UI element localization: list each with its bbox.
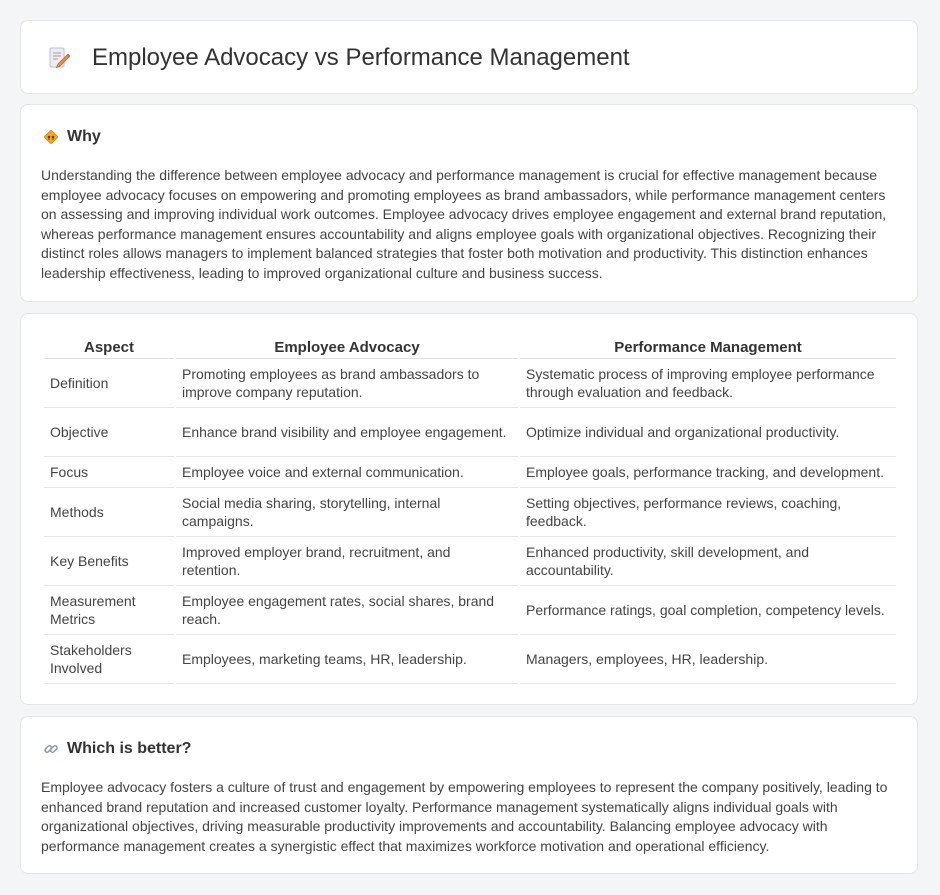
table-row: [44, 457, 896, 488]
why-text: Understanding the difference between employee advocacy and performance management is crucial for effective management because employee advocacy focuses on empowering and promoting employees as brand ambassadors, while performance management centers on assessing and improving individual work outcomes. Employee advocacy drives employee engagement and external brand reputation, whereas performance management ensures accountability and aligns employee goals with organizational objectives. Recognizing their distinct roles allows managers to implement balanced strategies that foster both motivation and productivity. This distinction enhances leadership effectiveness, leading to improved organizational culture and business success.: [41, 167, 887, 281]
advocacy-cell: Improved employer brand, recruitment, and retention.: [176, 537, 518, 586]
table-row: [44, 537, 896, 586]
table-row: [44, 488, 896, 537]
why-heading: [43, 127, 101, 147]
aspect-cell: Focus: [44, 457, 174, 488]
aspect-cell: Measurement Metrics: [44, 586, 174, 635]
performance-cell: Managers, employees, HR, leadership.: [520, 635, 896, 684]
header-aspect: Aspect: [44, 334, 174, 359]
which-is-better-section: [20, 716, 918, 874]
advocacy-cell: Employee voice and external communication.: [176, 457, 518, 488]
performance-cell: Setting objectives, performance reviews, coaching, feedback.: [520, 488, 896, 537]
why-section: [20, 104, 918, 302]
page-title: Employee Advocacy vs Performance Management: [92, 44, 630, 71]
title-card: [20, 20, 918, 94]
advocacy-cell: Employee engagement rates, social shares, brand reach.: [176, 586, 518, 635]
why-title: Why: [67, 128, 101, 145]
pencil-document-icon: [47, 46, 71, 70]
table-row: [44, 635, 896, 684]
performance-cell: Employee goals, performance tracking, and development.: [520, 457, 896, 488]
performance-cell: Systematic process of improving employee performance through evaluation and feedback.: [520, 359, 896, 408]
link-icon: [43, 741, 59, 757]
advocacy-cell: Employees, marketing teams, HR, leadership.: [176, 635, 518, 684]
table-row: [44, 408, 896, 457]
aspect-cell: Key Benefits: [44, 537, 174, 586]
header-employee-advocacy: Employee Advocacy: [176, 334, 518, 359]
aspect-cell: Stakeholders Involved: [44, 635, 174, 684]
table-header-row: [44, 334, 896, 359]
header-performance-management: Performance Management: [520, 334, 896, 359]
aspect-cell: Definition: [44, 359, 174, 408]
comparison-table: [42, 334, 898, 684]
table-row: [44, 586, 896, 635]
better-heading: [43, 739, 191, 759]
advocacy-cell: Enhance brand visibility and employee engagement.: [176, 408, 518, 457]
performance-cell: Performance ratings, goal completion, competency levels.: [520, 586, 896, 635]
table-row: [44, 359, 896, 408]
aspect-cell: Methods: [44, 488, 174, 537]
advocacy-cell: Promoting employees as brand ambassadors to improve company reputation.: [176, 359, 518, 408]
diamond-sign-icon: [43, 129, 59, 145]
performance-cell: Enhanced productivity, skill development, and accountability.: [520, 537, 896, 586]
aspect-cell: Objective: [44, 408, 174, 457]
better-text: Employee advocacy fosters a culture of trust and engagement by empowering employees to represent the company positively, leading to enhanced brand reputation and increased customer loyalty. Performance management systematically aligns individual goals with organizational objectives, driving measurable productivity improvements and accountability. Balancing employee advocacy with performance management creates a synergistic effect that maximizes workforce motivation and operational efficiency.: [41, 779, 888, 854]
advocacy-cell: Social media sharing, storytelling, internal campaigns.: [176, 488, 518, 537]
performance-cell: Optimize individual and organizational productivity.: [520, 408, 896, 457]
comparison-section: [20, 313, 918, 705]
better-title: Which is better?: [67, 740, 192, 757]
